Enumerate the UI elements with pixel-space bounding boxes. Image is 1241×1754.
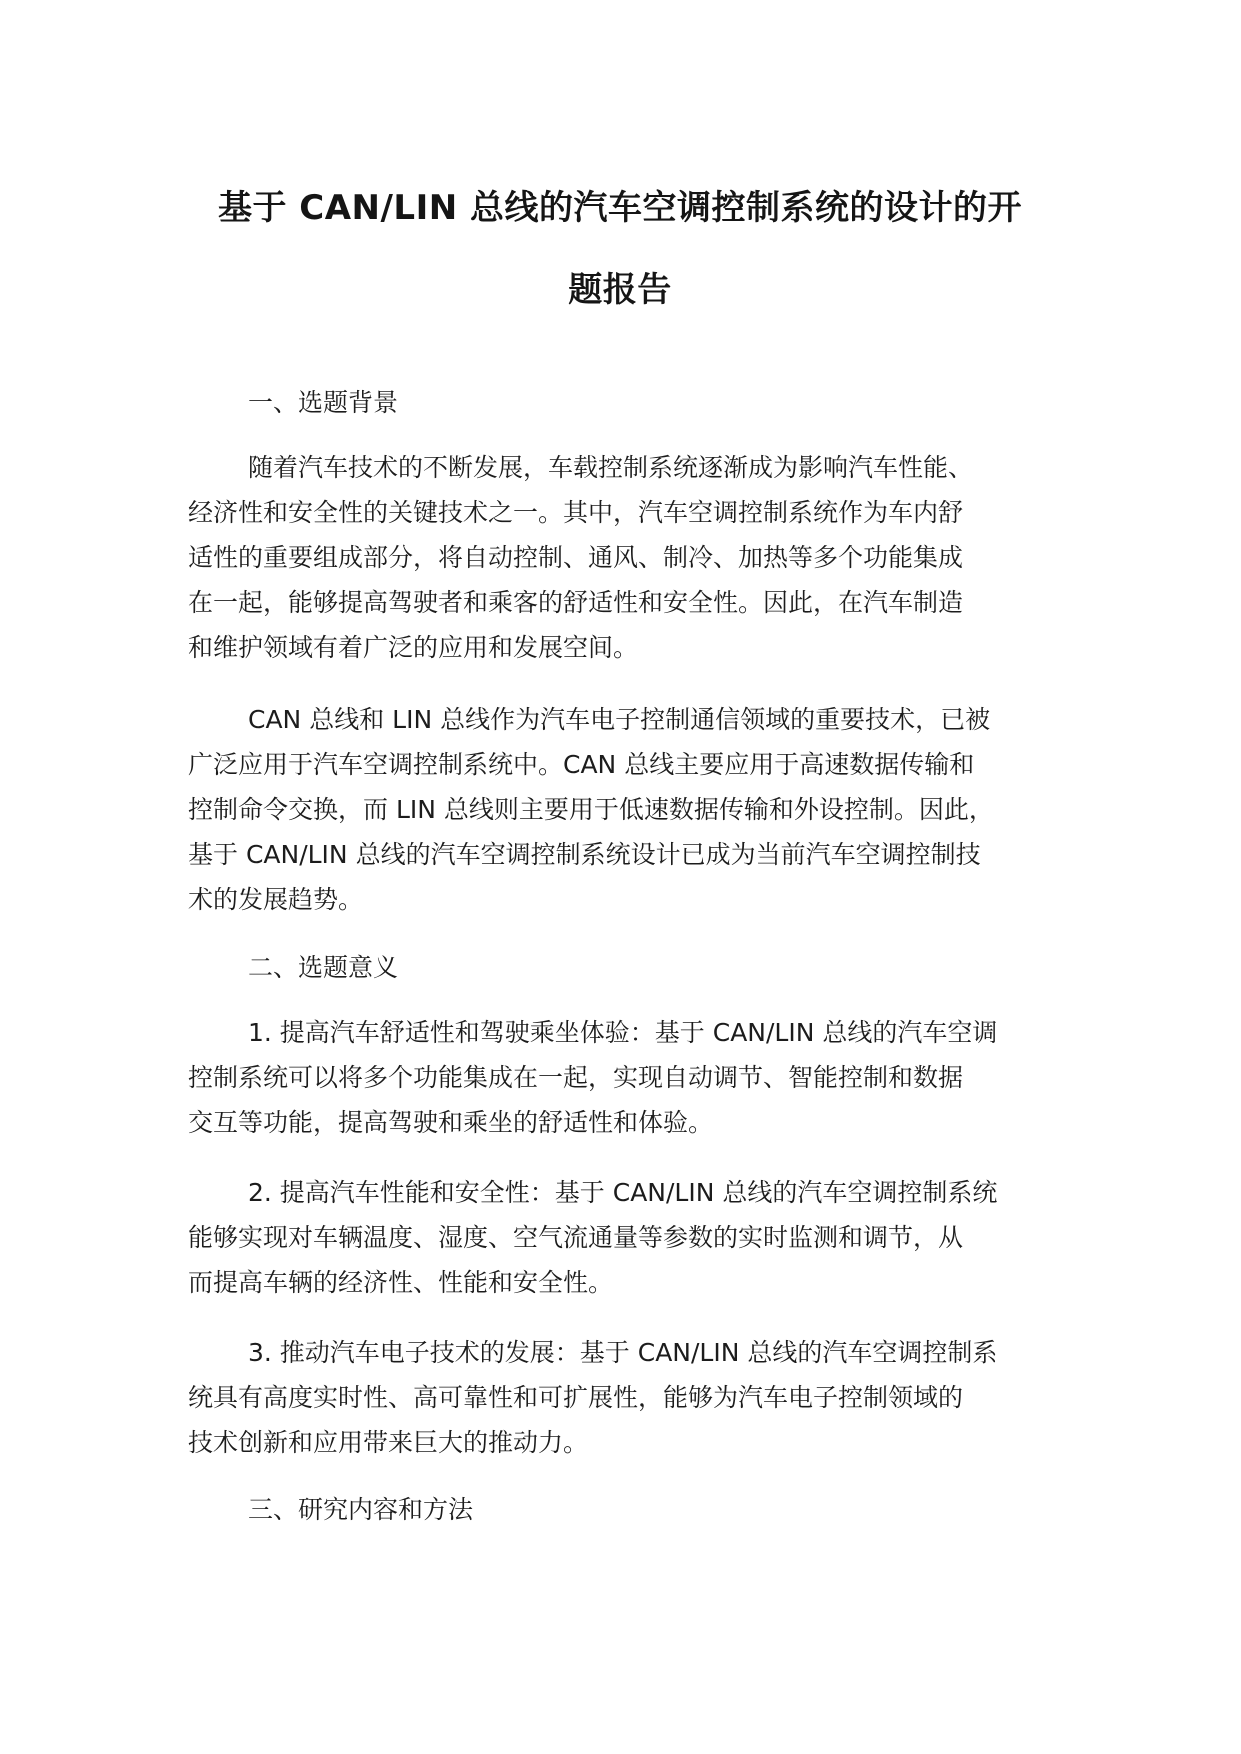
paragraph-line: 2. 提高汽车性能和安全性：基于 CAN/LIN 总线的汽车空调控制系统 bbox=[248, 1178, 998, 1207]
paragraph-line: 统具有高度实时性、高可靠性和可扩展性，能够为汽车电子控制领域的 bbox=[188, 1383, 964, 1412]
paragraph-background-1 bbox=[188, 445, 1088, 670]
section-heading-background: 一、选题背景 bbox=[248, 388, 399, 417]
paragraph-line: 3. 推动汽车电子技术的发展：基于 CAN/LIN 总线的汽车空调控制系 bbox=[248, 1338, 998, 1367]
paragraph-background-2 bbox=[188, 697, 1088, 922]
paragraph-line: 能够实现对车辆温度、湿度、空气流通量等参数的实时监测和调节，从 bbox=[188, 1223, 964, 1252]
paragraph-line: CAN 总线和 LIN 总线作为汽车电子控制通信领域的重要技术，已被 bbox=[248, 705, 991, 734]
paragraph-line: 术的发展趋势。 bbox=[188, 885, 364, 914]
section-heading-content-methods: 三、研究内容和方法 bbox=[248, 1495, 474, 1524]
paragraph-significance-1 bbox=[188, 1010, 1088, 1145]
document-title-line-1: 基于 CAN/LIN 总线的汽车空调控制系统的设计的开 bbox=[217, 188, 1023, 228]
paragraph-line: 1. 提高汽车舒适性和驾驶乘坐体验：基于 CAN/LIN 总线的汽车空调 bbox=[248, 1018, 998, 1047]
paragraph-significance-3 bbox=[188, 1330, 1088, 1465]
paragraph-line: 控制系统可以将多个功能集成在一起，实现自动调节、智能控制和数据 bbox=[188, 1063, 964, 1092]
paragraph-line: 经济性和安全性的关键技术之一。其中，汽车空调控制系统作为车内舒 bbox=[188, 498, 964, 527]
paragraph-line: 交互等功能，提高驾驶和乘坐的舒适性和体验。 bbox=[188, 1108, 714, 1137]
paragraph-line: 而提高车辆的经济性、性能和安全性。 bbox=[188, 1268, 614, 1297]
paragraph-line: 随着汽车技术的不断发展，车载控制系统逐渐成为影响汽车性能、 bbox=[248, 453, 974, 482]
paragraph-line: 和维护领域有着广泛的应用和发展空间。 bbox=[188, 633, 639, 662]
section-heading-significance: 二、选题意义 bbox=[248, 953, 399, 982]
paragraph-line: 在一起，能够提高驾驶者和乘客的舒适性和安全性。因此，在汽车制造 bbox=[188, 588, 964, 617]
paragraph-line: 广泛应用于汽车空调控制系统中。CAN 总线主要应用于高速数据传输和 bbox=[188, 750, 975, 779]
paragraph-line: 技术创新和应用带来巨大的推动力。 bbox=[188, 1428, 589, 1457]
paragraph-line: 基于 CAN/LIN 总线的汽车空调控制系统设计已成为当前汽车空调控制技 bbox=[188, 840, 981, 869]
paragraph-significance-2 bbox=[188, 1170, 1088, 1305]
paragraph-line: 适性的重要组成部分，将自动控制、通风、制冷、加热等多个功能集成 bbox=[188, 543, 964, 572]
document-title-line-2: 题报告 bbox=[568, 270, 672, 310]
paragraph-line: 控制命令交换，而 LIN 总线则主要用于低速数据传输和外设控制。因此， bbox=[188, 795, 994, 824]
